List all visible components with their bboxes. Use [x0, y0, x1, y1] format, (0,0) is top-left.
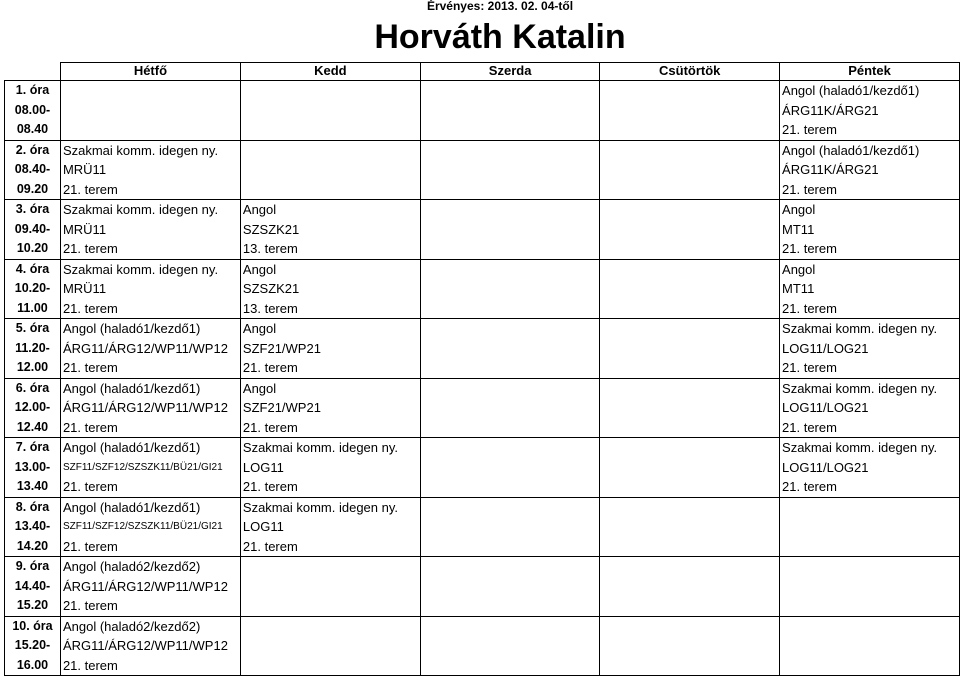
lesson-subject: Angol: [782, 202, 816, 217]
lesson-cell-wednesday: [420, 81, 600, 141]
lesson-cell-wednesday: [420, 438, 600, 498]
lesson-cell-wednesday: [420, 140, 600, 200]
period-start-time: 11.20-: [15, 340, 50, 355]
period-start-time: 10.20-: [14, 281, 51, 295]
lesson-groups: ÁRG11/ÁRG12/WP11/WP12: [62, 578, 228, 594]
lesson-subject: Angol: [242, 261, 277, 277]
period-start-time: 12.00-: [14, 400, 51, 414]
lesson-room: 21. terem: [782, 181, 837, 197]
period-time-cell: [5, 259, 61, 319]
lesson-cell-tuesday: [240, 140, 420, 200]
period-end-time: 09.20: [16, 181, 49, 196]
lesson-cell-friday: [780, 378, 960, 438]
lesson-room: 21. terem: [782, 300, 837, 316]
period-label: 2. óra: [15, 142, 50, 157]
lesson-subject: Angol (haladó1/kezdő1): [62, 499, 201, 515]
lesson-cell-friday: [780, 557, 960, 617]
lesson-cell-wednesday: [420, 557, 600, 617]
timetable: [4, 62, 960, 676]
period-label: 3. óra: [15, 202, 50, 216]
teacher-name-title: Horváth Katalin: [374, 18, 626, 56]
lesson-cell-thursday: [600, 319, 780, 379]
lesson-subject: Angol (haladó2/kezdő2): [62, 618, 201, 634]
lesson-cell-wednesday: [420, 378, 600, 438]
lesson-groups: SZF21/WP21: [242, 400, 321, 415]
lesson-subject: Angol: [242, 321, 277, 336]
day-header-thursday: Csütörtök: [600, 63, 780, 81]
lesson-cell-thursday: [600, 378, 780, 438]
lesson-cell-tuesday: [240, 259, 420, 319]
period-start-time: 14.40-: [14, 578, 51, 593]
period-end-time: 12.00: [16, 360, 49, 374]
lesson-groups: ÁRG11/ÁRG12/WP11/WP12: [62, 340, 228, 356]
period-end-time: 13.40: [16, 479, 49, 493]
lesson-subject: Angol (haladó1/kezdő1): [62, 321, 201, 336]
lesson-groups: MRÜ11: [62, 221, 107, 237]
day-header-row: [5, 63, 960, 81]
lesson-cell-wednesday: [420, 259, 600, 319]
lesson-cell-monday: [60, 557, 240, 617]
lesson-room: 21. terem: [242, 419, 298, 435]
lesson-room: 21. terem: [242, 479, 298, 494]
lesson-subject: Angol (haladó1/kezdő1): [782, 83, 920, 98]
lesson-room: 21. terem: [782, 360, 837, 375]
lesson-room: 21. terem: [62, 538, 118, 554]
corner-cell: [5, 63, 61, 81]
period-start-time: 13.00-: [14, 459, 51, 474]
lesson-subject: Szakmai komm. idegen ny.: [242, 499, 399, 515]
lesson-subject: Szakmai komm. idegen ny.: [782, 380, 938, 396]
lesson-cell-wednesday: [420, 497, 600, 557]
lesson-subject: Szakmai komm. idegen ny.: [62, 142, 219, 158]
lesson-cell-thursday: [600, 438, 780, 498]
lesson-groups: MRÜ11: [62, 162, 107, 177]
lesson-cell-thursday: [600, 616, 780, 676]
period-row: [5, 81, 960, 141]
lesson-room: 21. terem: [782, 122, 837, 137]
period-row: [5, 259, 960, 319]
period-end-time: 11.00: [17, 300, 48, 315]
period-time-cell: [5, 140, 61, 200]
period-row: [5, 497, 960, 557]
lesson-groups: MRÜ11: [62, 281, 107, 296]
lesson-room: 21. terem: [62, 598, 118, 613]
period-row: [5, 378, 960, 438]
lesson-cell-friday: [780, 140, 960, 200]
lesson-room: 21. terem: [62, 181, 118, 197]
lesson-cell-tuesday: [240, 319, 420, 379]
lesson-groups: MT11: [782, 221, 815, 237]
period-start-time: 15.20-: [14, 638, 51, 652]
period-row: [5, 140, 960, 200]
period-start-time: 13.40-: [14, 519, 51, 533]
lesson-room: 21. terem: [62, 657, 118, 673]
period-time-cell: [5, 557, 61, 617]
day-header-wednesday: Szerda: [420, 63, 600, 81]
lesson-room: 21. terem: [62, 300, 118, 316]
period-time-cell: [5, 378, 61, 438]
lesson-subject: Angol: [242, 380, 277, 396]
lesson-cell-monday: [60, 259, 240, 319]
lesson-cell-friday: [780, 319, 960, 379]
period-time-cell: [5, 497, 61, 557]
lesson-cell-wednesday: [420, 200, 600, 260]
period-end-time: 10.20: [16, 241, 49, 255]
lesson-cell-monday: [60, 200, 240, 260]
lesson-room: 13. terem: [242, 241, 298, 256]
lesson-subject: Szakmai komm. idegen ny.: [782, 321, 938, 336]
lesson-subject: Szakmai komm. idegen ny.: [62, 202, 219, 217]
lesson-groups: SZSZK21: [242, 221, 300, 237]
lesson-subject: Angol: [782, 261, 816, 277]
lesson-room: 21. terem: [242, 538, 298, 554]
lesson-cell-monday: [60, 319, 240, 379]
lesson-subject: Angol (haladó1/kezdő1): [62, 440, 201, 455]
period-label: 1. óra: [15, 83, 50, 97]
lesson-cell-tuesday: [240, 557, 420, 617]
lesson-cell-monday: [60, 140, 240, 200]
period-row: [5, 200, 960, 260]
period-time-cell: [5, 200, 61, 260]
period-row: [5, 557, 960, 617]
lesson-room: 13. terem: [242, 300, 298, 316]
lesson-room: 21. terem: [62, 241, 118, 256]
lesson-cell-thursday: [600, 259, 780, 319]
lesson-subject: Angol: [242, 202, 277, 217]
lesson-cell-monday: [60, 438, 240, 498]
lesson-groups: LOG11: [242, 459, 284, 475]
lesson-groups: SZF21/WP21: [242, 340, 321, 356]
lesson-cell-thursday: [600, 81, 780, 141]
lesson-groups: LOG11/LOG21: [782, 340, 869, 356]
period-row: [5, 616, 960, 676]
lesson-groups: SZF11/SZF12/SZSZK11/BÜ21/GI21: [62, 461, 223, 473]
period-row: [5, 319, 960, 379]
lesson-room: 21. terem: [242, 360, 298, 375]
period-label: 6. óra: [15, 380, 50, 395]
lesson-groups: MT11: [782, 281, 815, 296]
lesson-groups: SZSZK21: [242, 281, 300, 296]
lesson-cell-wednesday: [420, 319, 600, 379]
period-label: 5. óra: [15, 321, 50, 335]
period-time-cell: [5, 438, 61, 498]
period-end-time: 15.20: [16, 598, 49, 612]
lesson-cell-thursday: [600, 557, 780, 617]
lesson-cell-tuesday: [240, 438, 420, 498]
lesson-groups: LOG11/LOG21: [782, 400, 869, 415]
period-end-time: 16.00: [16, 657, 49, 672]
lesson-groups: LOG11: [242, 519, 284, 534]
lesson-subject: Szakmai komm. idegen ny.: [782, 440, 938, 455]
lesson-cell-tuesday: [240, 81, 420, 141]
lesson-cell-friday: [780, 497, 960, 557]
lesson-subject: Szakmai komm. idegen ny.: [62, 261, 219, 277]
period-time-cell: [5, 616, 61, 676]
lesson-subject: Angol (haladó1/kezdő1): [62, 380, 201, 396]
period-label: 10. óra: [12, 618, 53, 633]
lesson-room: 21. terem: [782, 241, 837, 256]
period-time-cell: [5, 319, 61, 379]
period-start-time: 09.40-: [14, 221, 51, 236]
lesson-cell-monday: [60, 378, 240, 438]
validity-date: Érvényes: 2013. 02. 04-től: [426, 0, 574, 13]
day-header-friday: Péntek: [780, 63, 960, 81]
lesson-room: 21. terem: [62, 360, 118, 375]
period-end-time: 08.40: [16, 122, 49, 136]
period-label: 7. óra: [15, 440, 50, 454]
lesson-cell-friday: [780, 616, 960, 676]
lesson-room: 21. terem: [62, 419, 118, 435]
period-label: 8. óra: [15, 499, 50, 514]
lesson-room: 21. terem: [782, 479, 837, 494]
period-start-time: 08.40-: [14, 162, 51, 176]
lesson-cell-tuesday: [240, 378, 420, 438]
lesson-cell-tuesday: [240, 497, 420, 557]
lesson-cell-friday: [780, 81, 960, 141]
lesson-cell-monday: [60, 616, 240, 676]
day-header-tuesday: Kedd: [240, 63, 420, 81]
period-start-time: 08.00-: [14, 102, 51, 117]
lesson-cell-friday: [780, 259, 960, 319]
period-label: 4. óra: [15, 261, 50, 276]
period-end-time: 14.20: [16, 538, 49, 553]
lesson-cell-tuesday: [240, 200, 420, 260]
lesson-cell-monday: [60, 497, 240, 557]
lesson-cell-tuesday: [240, 616, 420, 676]
lesson-room: 21. terem: [62, 479, 118, 494]
lesson-room: 21. terem: [782, 419, 837, 435]
day-header-monday: Hétfő: [60, 63, 240, 81]
lesson-cell-thursday: [600, 200, 780, 260]
lesson-cell-thursday: [600, 140, 780, 200]
lesson-cell-thursday: [600, 497, 780, 557]
lesson-cell-friday: [780, 438, 960, 498]
lesson-subject: Szakmai komm. idegen ny.: [242, 440, 399, 455]
lesson-cell-monday: [60, 81, 240, 141]
lesson-groups: LOG11/LOG21: [782, 459, 869, 475]
lesson-cell-friday: [780, 200, 960, 260]
period-row: [5, 438, 960, 498]
lesson-subject: Angol (haladó1/kezdő1): [782, 142, 920, 158]
period-label: 9. óra: [15, 559, 50, 573]
period-time-cell: [5, 81, 61, 141]
lesson-cell-wednesday: [420, 616, 600, 676]
period-end-time: 12.40: [16, 419, 49, 434]
lesson-groups: ÁRG11/ÁRG12/WP11/WP12: [62, 400, 228, 415]
lesson-groups: ÁRG11K/ÁRG21: [782, 162, 879, 177]
lesson-groups: ÁRG11K/ÁRG21: [782, 102, 879, 118]
lesson-groups: ÁRG11/ÁRG12/WP11/WP12: [62, 638, 228, 653]
lesson-groups: SZF11/SZF12/SZSZK11/BÜ21/GI21: [62, 521, 223, 532]
lesson-subject: Angol (haladó2/kezdő2): [62, 559, 201, 574]
